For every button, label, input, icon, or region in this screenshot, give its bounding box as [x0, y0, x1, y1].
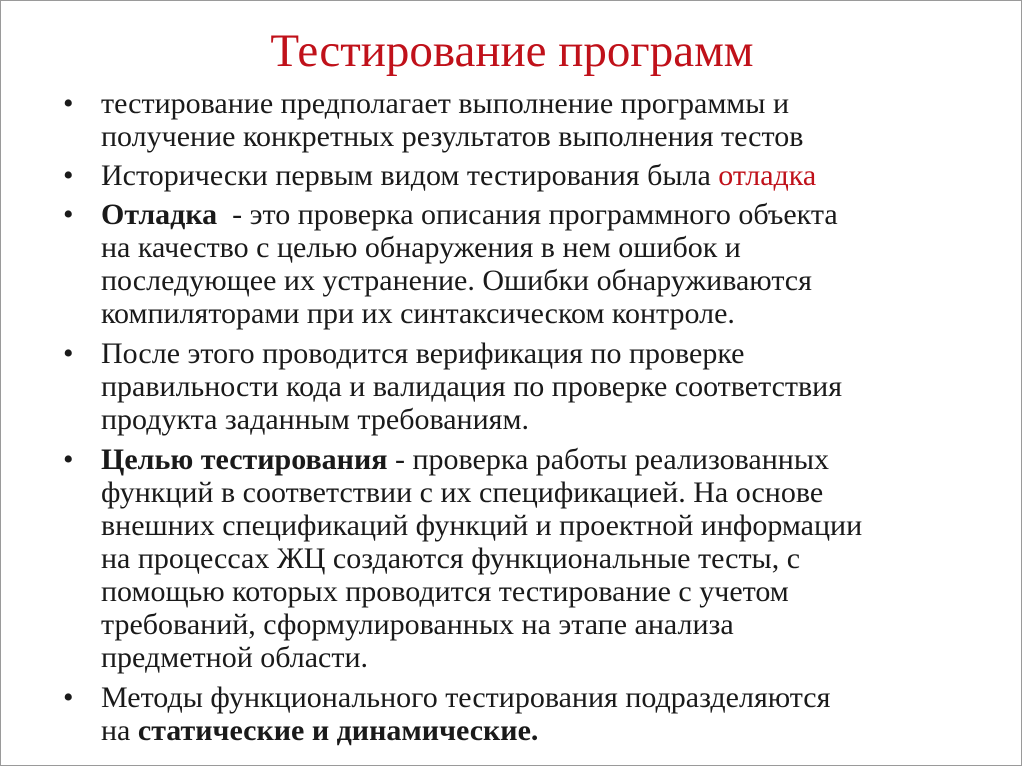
bullet-3-line-2: на качество с целью обнаружения в нем ошибок и: [101, 231, 741, 264]
bullet-6-line-2-prefix: на: [101, 714, 138, 747]
bullet-item-4: [63, 337, 963, 436]
bullet-item-2: [63, 159, 963, 192]
bullet-6-line-2-bold: статические и динамические.: [137, 714, 539, 747]
bullet-3-line-3: последующее их устранение. Ошибки обнаруживаются: [101, 264, 812, 297]
bullet-5-term: Целью тестирования: [101, 443, 388, 476]
bullet-icon: •: [63, 337, 74, 370]
bullet-list: [63, 87, 963, 747]
bullet-3-line-1: - это проверка описания программного объекта: [217, 198, 838, 231]
bullet-icon: •: [63, 681, 74, 714]
bullet-3-term: Отладка: [101, 198, 218, 231]
bullet-3-line-4: компиляторами при их синтаксическом контроле.: [101, 297, 735, 330]
bullet-5-line-1: - проверка работы реализованных: [387, 443, 830, 476]
bullet-4-line-1: После этого проводится верификация по проверке: [101, 337, 745, 370]
bullet-1-line-2: получение конкретных результатов выполнения тестов: [101, 120, 804, 153]
bullet-icon: •: [63, 198, 74, 231]
bullet-item-6: [63, 681, 963, 747]
bullet-4-line-3: продукта заданным требованиям.: [101, 403, 529, 436]
bullet-5-line-3: внешних спецификаций функций и проектной информации: [101, 509, 863, 542]
slide-title: Тестирование программ: [270, 25, 754, 77]
bullet-item-5: [63, 443, 963, 674]
bullet-5-line-7: предметной области.: [101, 641, 369, 674]
bullet-icon: •: [63, 443, 74, 476]
bullet-1-line-1: тестирование предполагает выполнение программы и: [101, 87, 789, 120]
bullet-icon: •: [63, 159, 74, 192]
bullet-2-highlight: отладка: [718, 159, 817, 192]
bullet-item-1: [63, 87, 963, 153]
bullet-icon: •: [63, 87, 74, 120]
bullet-6-line-1: Методы функционального тестирования подразделяются: [101, 681, 831, 714]
bullet-5-line-4: на процессах ЖЦ создаются функциональные тесты, с: [101, 542, 801, 575]
bullet-5-line-2: функций в соответствии с их спецификацией. На основе: [101, 476, 824, 509]
bullet-2-text: Исторически первым видом тестирования была: [101, 159, 719, 192]
bullet-5-line-6: требований, сформулированных на этапе анализа: [101, 608, 734, 641]
bullet-5-line-5: помощью которых проводится тестирование с учетом: [101, 575, 789, 608]
bullet-4-line-2: правильности кода и валидация по проверке соответствия: [101, 370, 843, 403]
bullet-item-3: [63, 198, 963, 330]
